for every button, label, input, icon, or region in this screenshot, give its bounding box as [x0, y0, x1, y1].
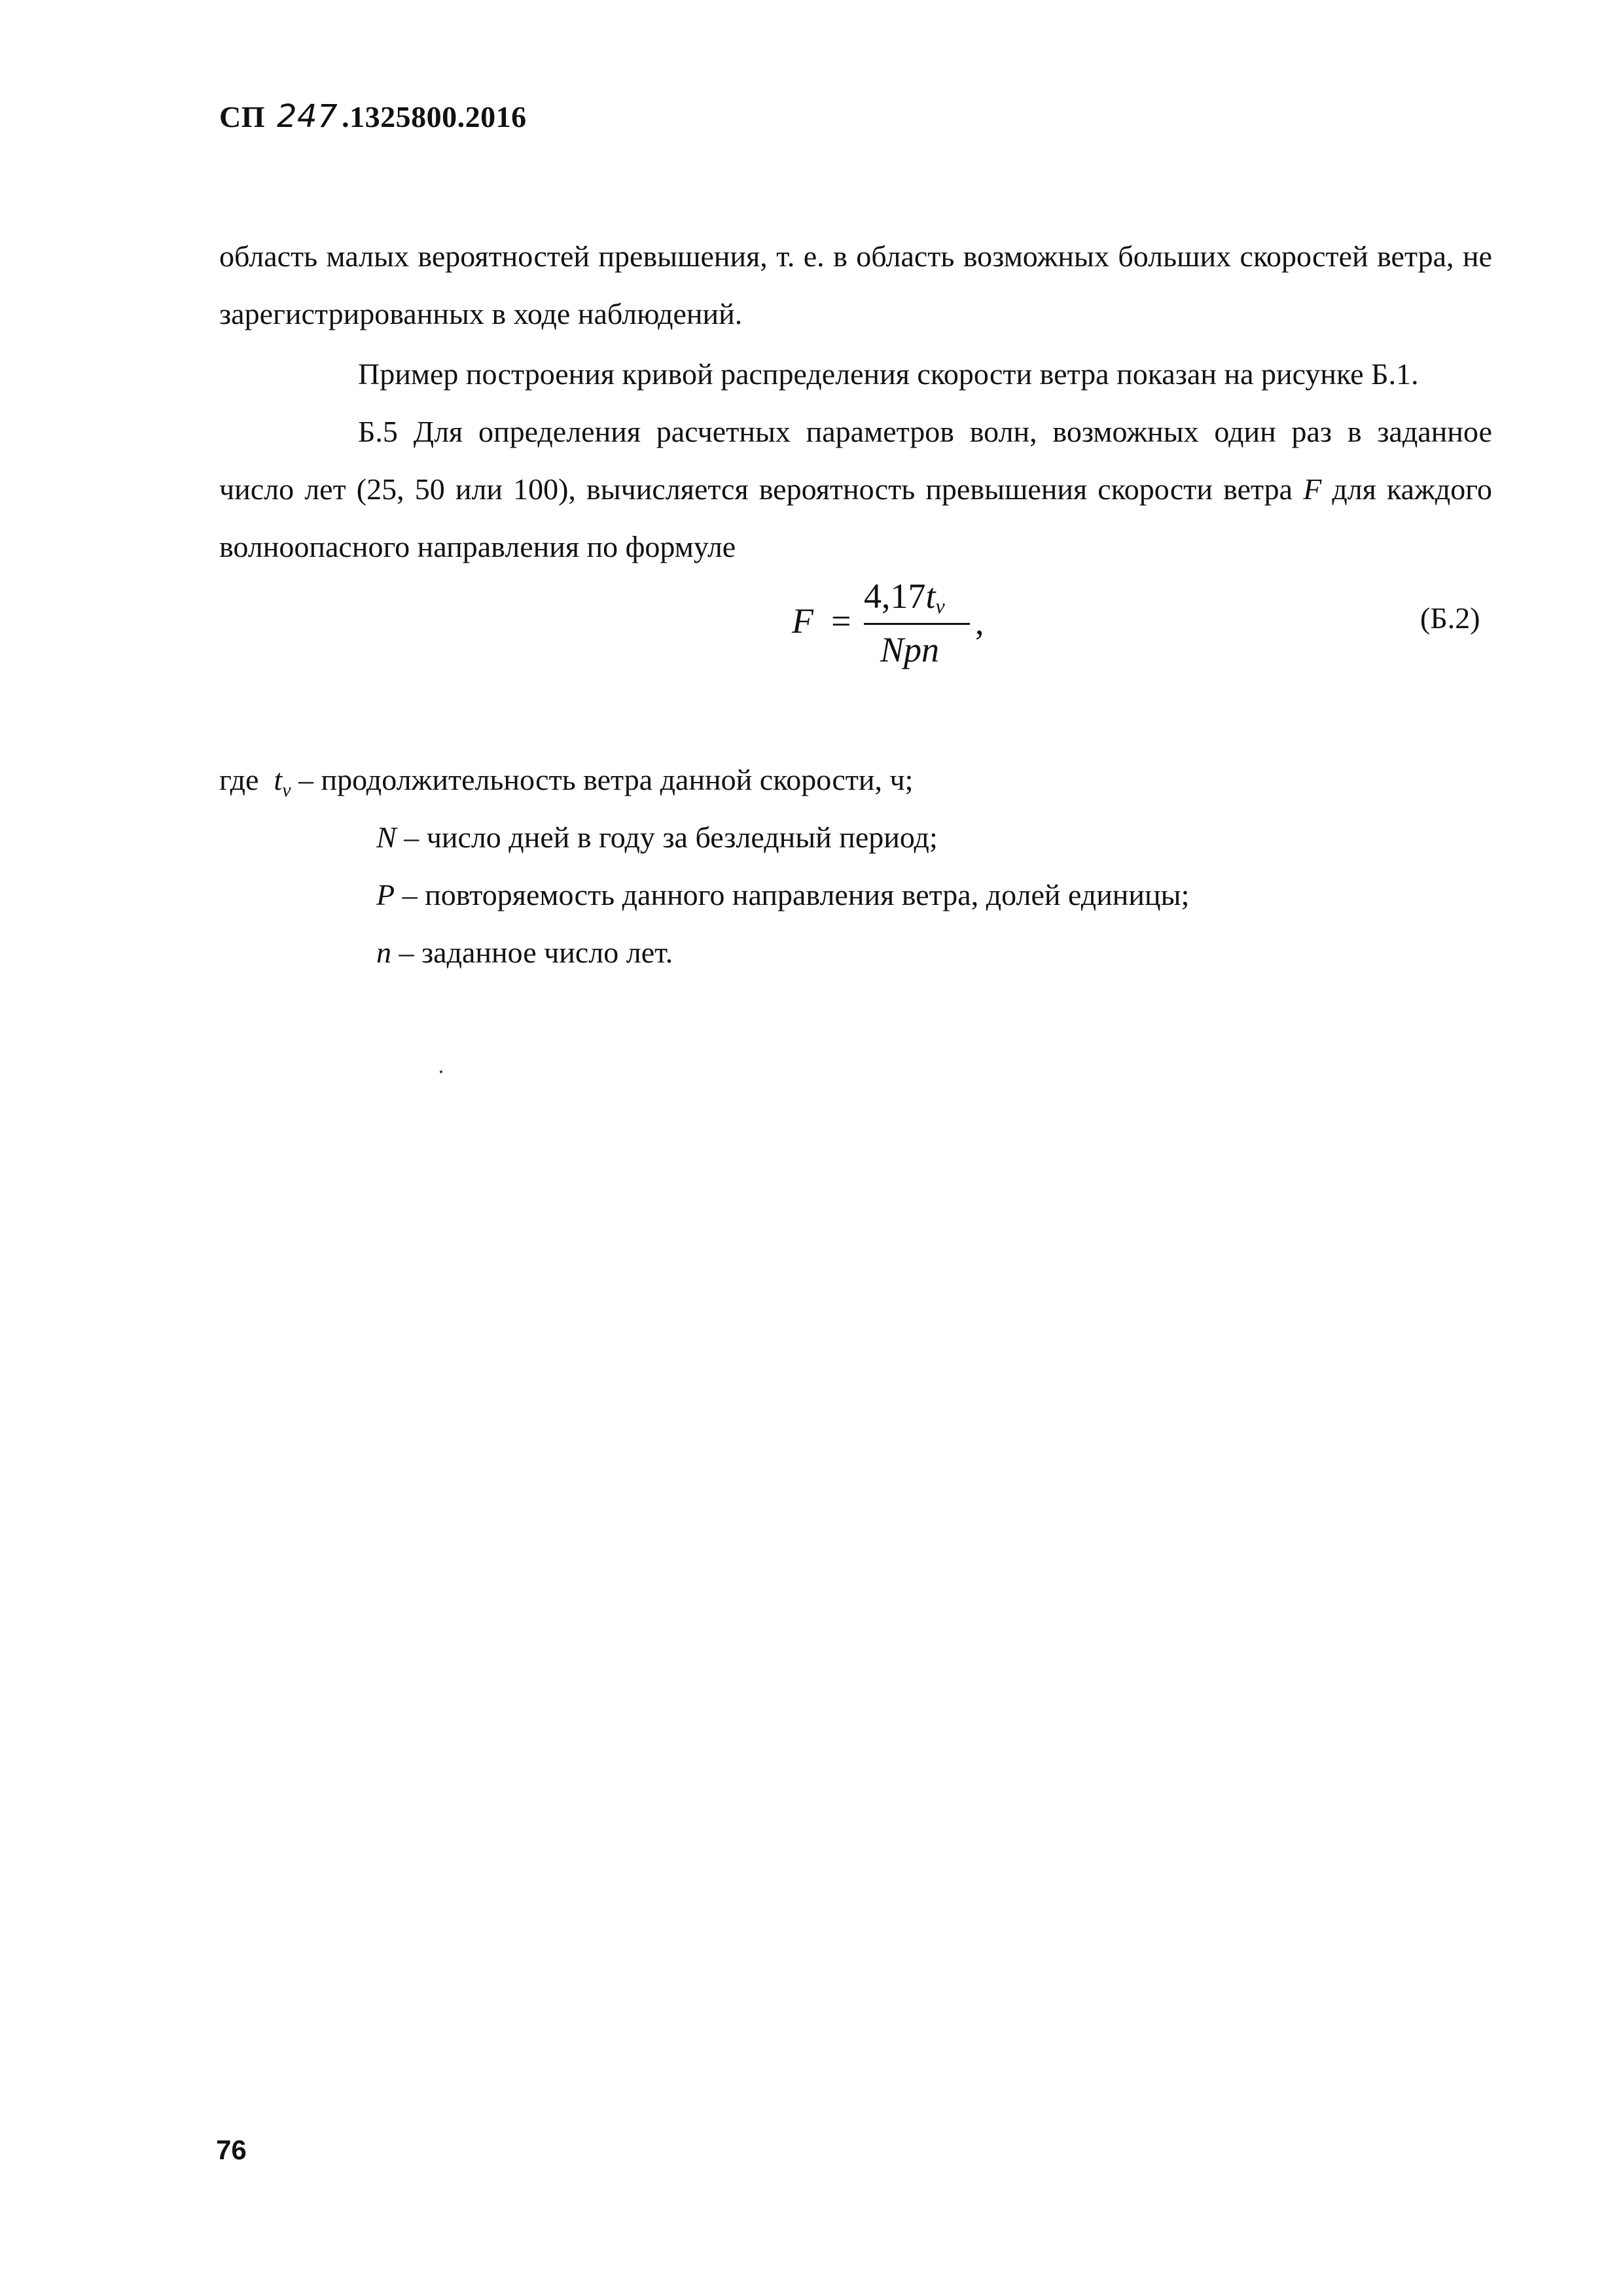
header-prefix: СП — [219, 100, 265, 133]
where-t-desc: – продолжительность ветра данной скорости, ч; — [291, 763, 914, 796]
formula-equals: = — [831, 601, 851, 641]
numerator-coef: 4,17 — [864, 576, 926, 616]
where-intro: где — [219, 763, 259, 796]
where-nn-var: n — [376, 936, 391, 969]
where-p-desc: – повторяемость данного направления ветра, долей единицы; — [395, 878, 1190, 911]
header-suffix: .1325800.2016 — [342, 100, 527, 133]
numerator-sub: v — [935, 594, 945, 618]
formula-b2 — [792, 576, 988, 680]
fraction-bar — [864, 623, 970, 625]
where-nn-desc: – заданное число лет. — [391, 936, 673, 969]
where-n — [376, 818, 938, 857]
formula-denominator: Npn — [880, 630, 940, 669]
where-n-years — [376, 933, 673, 972]
document-header — [219, 98, 527, 135]
where-tv — [219, 760, 913, 810]
paragraph-continuation: область малых вероятностей превышения, т. е. в область возможных больших скоростей ветра, не зарегистрированных в ходе наблюдений. — [219, 239, 1492, 330]
formula-numerator — [864, 576, 945, 618]
paragraph-example: Пример построения кривой распределения скорости ветра показан на рисунке Б.1. — [358, 357, 1419, 391]
page-number: 76 — [216, 2134, 247, 2165]
where-p-var: P — [376, 878, 395, 911]
where-n-var: N — [376, 821, 397, 854]
where-t-sub: v — [282, 779, 291, 802]
handwritten-number: 247 — [277, 98, 338, 135]
formula-lhs: F — [792, 601, 813, 641]
numerator-var: t — [925, 576, 936, 616]
formula-comma: , — [975, 603, 984, 642]
p3-text-after: для каждого волноопасного направления по формуле — [219, 472, 1492, 563]
p3-text-before: Б.5 Для определения расчетных параметров волн, возможных один раз в заданное число лет (25, 50 или 100), вычисляется вероятность превышения скорости ветра — [219, 415, 1492, 506]
where-p — [376, 875, 1189, 915]
p3-var-f: F — [1303, 472, 1322, 506]
paragraph-b5 — [219, 403, 1492, 576]
scan-speck — [440, 1070, 442, 1073]
where-t-var: t — [274, 763, 283, 796]
where-n-desc: – число дней в году за безледный период; — [396, 821, 938, 854]
formula-label: (Б.2) — [1420, 601, 1480, 635]
